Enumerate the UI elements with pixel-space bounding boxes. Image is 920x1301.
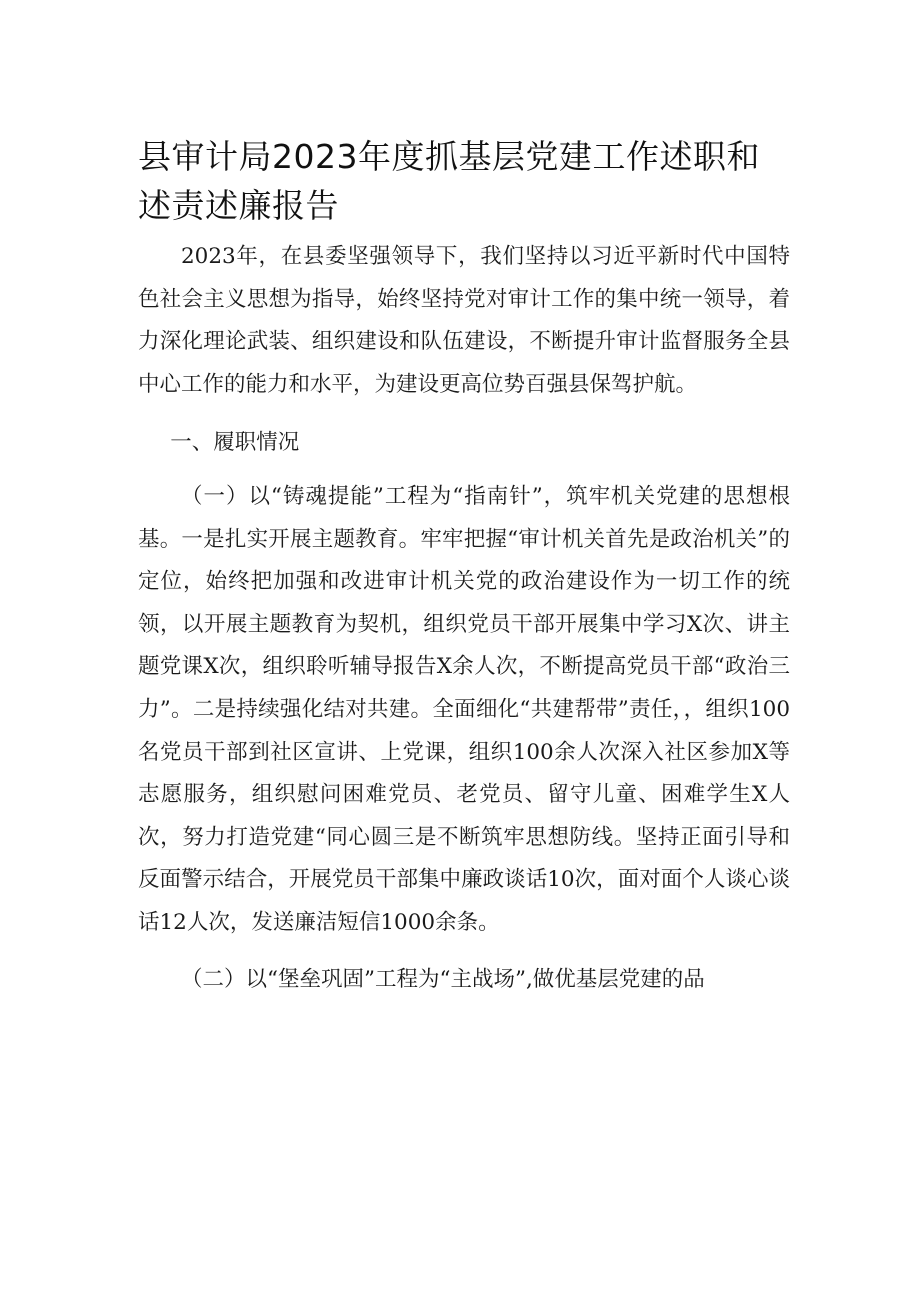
intro-paragraph: 2023年，在县委坚强领导下，我们坚持以习近平新时代中国特色社会主义思想为指导，始终坚持党对审计工作的集中统一领导，着力深化理论武装、组织建设和队伍建设，不断提升审计监督服务全县中心工作的能力和水平，为建设更高位势百强县保驾护航。 xyxy=(138,244,790,397)
section-paragraph-1: （一）以“铸魂提能”工程为“指南针”，筑牢机关党建的思想根基。一是扎实开展主题教育。牢牢把握“审计机关首先是政治机关”的定位，始终把加强和改进审计机关党的政治建设作为一切工作的统领，以开展主题教育为契机，组织党员干部开展集中学习X次、讲主题党课X次，组织聆听辅导报告X余人次，不断提高党员干部“政治三力”。二是持续强化结对共建。全面细化“共建帮带”责任，，组织100名党员干部到社区宣讲、上党课，组织100余人次深入社区参加X等志愿服务，组织慰问困难党员、老党员、留守儿童、困难学生X人次，努力打造党建“同心圆三是不断筑牢思想防线。坚持正面引导和反面警示结合，开展党员干部集中廉政谈话10次，面对面个人谈心谈话12人次，发送廉洁短信1000余条。 xyxy=(138,483,790,935)
section-paragraph-2: （二）以“堡垒巩固”工程为“主战场”,做优基层党建的品 xyxy=(181,966,705,992)
document-title: 县审计局2023年度抓基层党建工作述职和述责述廉报告 xyxy=(138,137,760,225)
document-page xyxy=(138,132,790,1001)
section-heading-duty-performance: 一、履职情况 xyxy=(170,430,300,456)
